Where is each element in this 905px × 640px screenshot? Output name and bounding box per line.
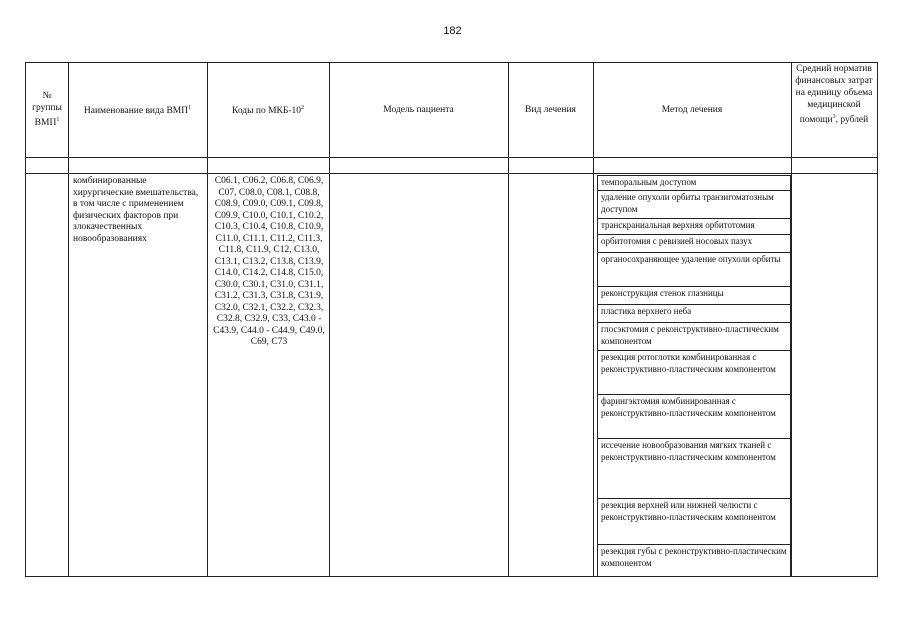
header-method: Метод лечения <box>661 105 723 115</box>
header-codes: Коды по МКБ-$10^2$ <box>231 105 305 117</box>
method-item: фарингэктомия комбинированная с реконструктивно-пластическим компонентом <box>597 395 791 439</box>
method-item: глосэктомия с реконструктивно-пластическим компонентом <box>597 323 791 351</box>
header-cost: Средний норматив финансовых затрат на единицу объема медицинской помощи$^3$, рублей <box>795 64 873 126</box>
method-item: транскраниальная верхняя орбитотомия <box>597 219 791 235</box>
header-patient-model: Модель пациента <box>383 105 454 115</box>
vmp-table <box>25 62 878 577</box>
method-item: удаление опухоли орбиты транзигоматозным доступом <box>597 191 791 219</box>
method-item: реконструкция стенок глазницы <box>597 287 791 305</box>
header-name: Наименование вида ВМП$^1$ <box>83 105 192 117</box>
method-item: иссечение новообразования мягких тканей с реконструктивно-пластическим компонентом <box>597 439 791 499</box>
method-item: орбитотомия с ревизией носовых пазух <box>597 235 791 253</box>
icd-codes-cell: C06.1, C06.2, C06.8, C06.9, C07, C08.0, C08.1, C08.8, C08.9, C09.0, C09.1, C09.8, C09.9, C10.0, C10.1, C10.2, C10.3, C10.4, C10.8, C10.9, C11.0, C11.1, C11.2, C11.3, C11.8, C11.9, C12, C13.0, C13.1, C13.2, C13.8, C13.9, C14.0, C14.2, C14.8, C15.0, C30.0, C30.1, C31.0, C31.1, C31.2, C31.3, C31.8, C31.9, C32.0, C32.1, C32.2, C32.3, C32.8, C32.9, C33, C43.0 - C43.9, C44.0 - C44.9, C49.0, C69, C73 <box>213 176 325 347</box>
row-divider <box>26 157 877 158</box>
page-number: 182 <box>443 25 462 37</box>
method-item: пластика верхнего неба <box>597 305 791 323</box>
method-item: темпоральным доступом <box>597 175 791 191</box>
row-divider <box>26 173 877 174</box>
method-item: резекция верхней или нижней челюсти с реконструктивно-пластическим компонентом <box>597 499 791 545</box>
method-item: органосохраняющее удаление опухоли орбиты <box>597 253 791 287</box>
method-item: резекция губы с реконструктивно-пластическим компонентом <box>597 545 791 577</box>
method-item: резекция ротоглотки комбинированная с реконструктивно-пластическим компонентом <box>597 351 791 395</box>
vmp-name-cell: комбинированные хирургические вмешательства, в том числе с применением физических факторов при злокачественных новообразованиях <box>73 176 199 244</box>
header-treatment-type: Вид лечения <box>525 105 576 115</box>
header-group: № группы ВМП$^1$ <box>32 91 62 129</box>
